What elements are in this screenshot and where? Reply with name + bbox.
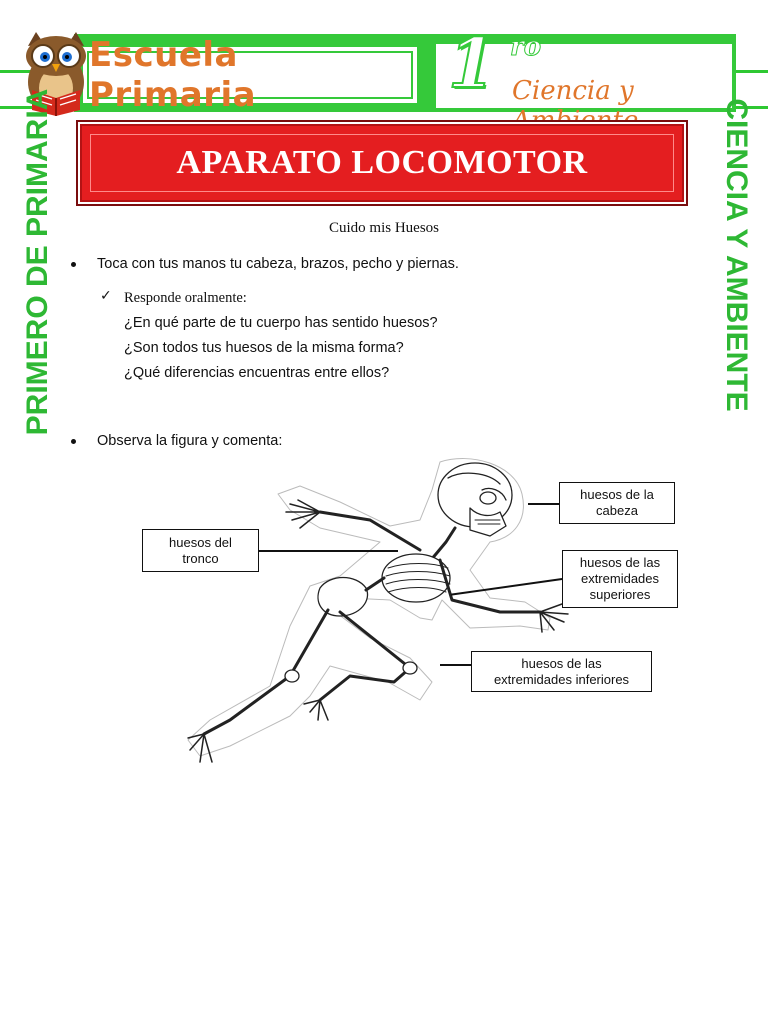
question-line: ¿Son todos tus huesos de la misma forma? [124, 340, 404, 356]
skeleton-figure [170, 450, 580, 790]
leader-line-trunk [258, 550, 398, 552]
checkmark-icon: ✓ [100, 288, 112, 304]
side-text-left [20, 88, 56, 436]
side-text-left-label: PRIMERO DE PRIMARIA [21, 88, 54, 436]
subtitle: Cuido mis Huesos [328, 220, 439, 236]
question-line: ¿Qué diferencias encuentras entre ellos? [124, 365, 390, 381]
bullet-item [97, 433, 282, 449]
label-huesos-extremidades-superiores: huesos de las extremidades superiores [562, 550, 678, 608]
bullet-text: Observa la figura y comenta: [97, 433, 283, 449]
grade-suffix: ro [510, 32, 542, 62]
school-name-box [80, 35, 420, 115]
label-huesos-extremidades-inferiores: huesos de las extremidades inferiores [471, 651, 652, 692]
check-item [100, 288, 247, 307]
school-name: Escuela Primaria [89, 35, 257, 115]
bullet-dot [71, 439, 76, 444]
check-text: Responde oralmente: [124, 290, 247, 306]
bullet-dot [71, 262, 76, 267]
side-text-right-label: CIENCIA Y AMBIENTE [720, 98, 753, 412]
subject-name: Ciencia y [512, 76, 634, 106]
leader-line-head [528, 503, 560, 505]
label-huesos-tronco: huesos del tronco [142, 529, 259, 572]
leader-line-lower [440, 664, 472, 666]
page-title: APARATO LOCOMOTOR [176, 144, 588, 181]
bullet-text: Toca con tus manos tu cabeza, brazos, pecho y piernas. [97, 256, 459, 272]
label-huesos-cabeza: huesos de la cabeza [559, 482, 675, 524]
side-text-right [714, 98, 758, 412]
bullet-item [97, 256, 459, 272]
question-line: ¿En qué parte de tu cuerpo has sentido huesos? [124, 315, 438, 331]
grade-number: 1 [448, 24, 496, 104]
title-banner [76, 120, 688, 206]
